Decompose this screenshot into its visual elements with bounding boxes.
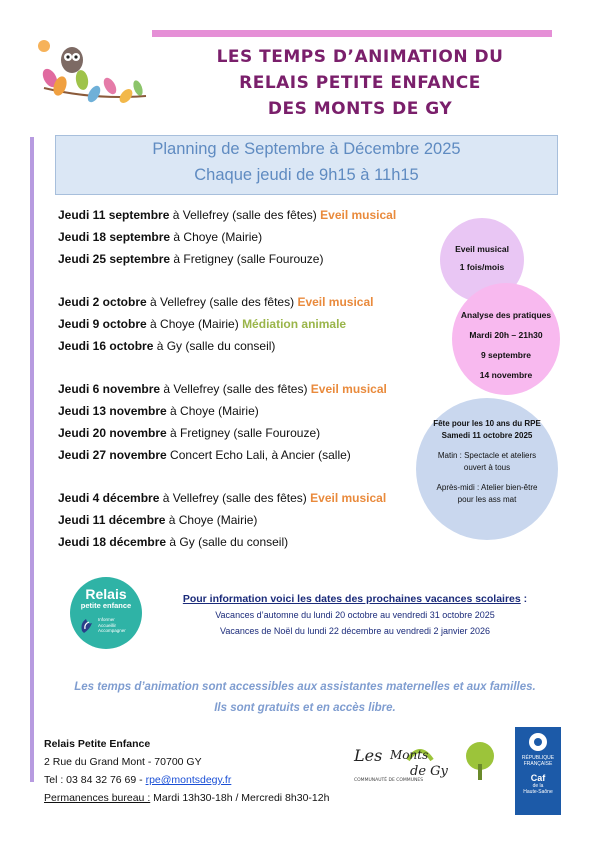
analyse-pratiques-circle: Analyse des pratiques Mardi 20h – 21h30 9 septembre 14 novembre bbox=[452, 283, 560, 395]
access-note: Les temps d’animation sont accessibles aux assistantes maternelles et aux familles. Ils sont gratuits et en accès libre. bbox=[74, 681, 536, 714]
contact-address: 2 Rue du Grand Mont - 70700 GY bbox=[44, 756, 202, 768]
schedule-row bbox=[58, 487, 438, 509]
schedule-place: à Choye (Mairie) bbox=[166, 404, 259, 418]
schedule-row bbox=[58, 531, 438, 553]
vacances-section: Pour information voici les dates des prochaines vacances scolaires : Vacances d’automne du lundi 20 octobre au vendredi 31 octobre 2025 Vacances de Noël du lundi 22 décembre au vendredi 2 janvier 2026 bbox=[150, 589, 560, 639]
schedule-date: Jeudi 18 septembre bbox=[58, 230, 171, 244]
schedule-place: Concert Echo Lali, à Ancier (salle) bbox=[166, 448, 351, 462]
marianne-icon bbox=[523, 731, 553, 753]
pink-header-bar bbox=[152, 30, 552, 37]
schedule-date: Jeudi 11 décembre bbox=[58, 513, 166, 527]
schedule-activity-tag: Eveil musical bbox=[297, 295, 374, 309]
planning-box bbox=[55, 135, 558, 195]
schedule-place: à Fretigney (salle Fourouze) bbox=[170, 252, 324, 266]
schedule-row bbox=[58, 378, 438, 400]
schedule-row bbox=[58, 313, 438, 335]
relais-petite-enfance-logo: Relais petite enfance Informer Accueillir Accompagner bbox=[70, 577, 142, 649]
schedule-list bbox=[58, 204, 438, 553]
schedule-activity-tag: Eveil musical bbox=[310, 491, 387, 505]
schedule-place: à Gy (salle du conseil) bbox=[166, 535, 289, 549]
schedule-date: Jeudi 9 octobre bbox=[58, 317, 147, 331]
schedule-gap bbox=[58, 270, 438, 291]
schedule-place: à Vellefrey (salle des fêtes) bbox=[146, 295, 298, 309]
schedule-date: Jeudi 18 décembre bbox=[58, 535, 167, 549]
schedule-date: Jeudi 11 septembre bbox=[58, 208, 170, 222]
schedule-place: à Fretigney (salle Fourouze) bbox=[166, 426, 321, 440]
schedule-place: à Choye (Mairie) bbox=[165, 513, 258, 527]
planning-hours: Chaque jeudi de 9h15 à 11h15 bbox=[194, 166, 419, 184]
schedule-row bbox=[58, 509, 438, 531]
purple-side-bar bbox=[30, 137, 34, 782]
schedule-date: Jeudi 6 novembre bbox=[58, 382, 161, 396]
schedule-activity-tag: Eveil musical bbox=[320, 208, 397, 222]
schedule-date: Jeudi 16 octobre bbox=[58, 339, 154, 353]
schedule-row bbox=[58, 204, 438, 226]
schedule-activity-tag: Eveil musical bbox=[310, 382, 387, 396]
schedule-date: Jeudi 20 novembre bbox=[58, 426, 167, 440]
vacances-automne: Vacances d’automne du lundi 20 octobre au vendredi 31 octobre 2025 bbox=[215, 610, 495, 620]
permanences-label: Permanences bureau : bbox=[44, 792, 151, 804]
fete-rpe-circle: Fête pour les 10 ans du RPE Samedi 11 octobre 2025 Matin : Spectacle et ateliers ouvert à tous Après-midi : Atelier bien-être pour les ass mat bbox=[416, 398, 558, 540]
contact-email-link[interactable]: rpe@montsdegy.fr bbox=[145, 774, 232, 786]
vacances-noel: Vacances de Noël du lundi 22 décembre au vendredi 2 janvier 2026 bbox=[219, 626, 490, 636]
schedule-gap bbox=[58, 466, 438, 487]
schedule-place: à Vellefrey (salle des fêtes) bbox=[160, 382, 311, 396]
schedule-date: Jeudi 4 décembre bbox=[58, 491, 160, 505]
caf-logo: RÉPUBLIQUE FRANÇAISE Caf de la Haute-Saône bbox=[515, 727, 561, 815]
schedule-row bbox=[58, 335, 438, 357]
schedule-activity-tag: Médiation animale bbox=[242, 317, 347, 331]
schedule-place: à Vellefrey (salle des fêtes) bbox=[159, 491, 311, 505]
schedule-row bbox=[58, 422, 438, 444]
contact-name: Relais Petite Enfance bbox=[44, 738, 151, 750]
schedule-gap bbox=[58, 357, 438, 378]
schedule-row bbox=[58, 291, 438, 313]
schedule-date: Jeudi 2 octobre bbox=[58, 295, 147, 309]
schedule-place: à Gy (salle du conseil) bbox=[153, 339, 276, 353]
schedule-row bbox=[58, 226, 438, 248]
schedule-row bbox=[58, 400, 438, 422]
vacances-heading: Pour information voici les dates des prochaines vacances scolaires bbox=[182, 593, 521, 605]
schedule-date: Jeudi 27 novembre bbox=[58, 448, 167, 462]
eveil-musical-circle: Eveil musical 1 fois/mois bbox=[440, 218, 524, 302]
contact-tel: Tel : 03 84 32 76 69 - bbox=[44, 774, 146, 786]
planning-period: Planning de Septembre à Décembre 2025 bbox=[152, 140, 461, 158]
hands-icon bbox=[78, 615, 98, 635]
permanences-hours: Mardi 13h30-18h / Mercredi 8h30-12h bbox=[150, 792, 330, 804]
schedule-place: à Choye (Mairie) bbox=[170, 230, 263, 244]
contact-block bbox=[44, 735, 329, 807]
schedule-row bbox=[58, 248, 438, 270]
page-title: LES TEMPS D’ANIMATION DU RELAIS PETITE ENFANCE DES MONTS DE GY bbox=[216, 47, 504, 119]
schedule-date: Jeudi 25 septembre bbox=[58, 252, 171, 266]
schedule-place: à Choye (Mairie) bbox=[146, 317, 243, 331]
owl-branch-illustration bbox=[34, 38, 152, 110]
schedule-place: à Vellefrey (salle des fêtes) bbox=[169, 208, 321, 222]
schedule-row bbox=[58, 444, 438, 466]
monts-de-gy-logo: Les Monts de Gy COMMUNAUTÉ DE COMMUNES bbox=[350, 738, 500, 786]
schedule-date: Jeudi 13 novembre bbox=[58, 404, 167, 418]
